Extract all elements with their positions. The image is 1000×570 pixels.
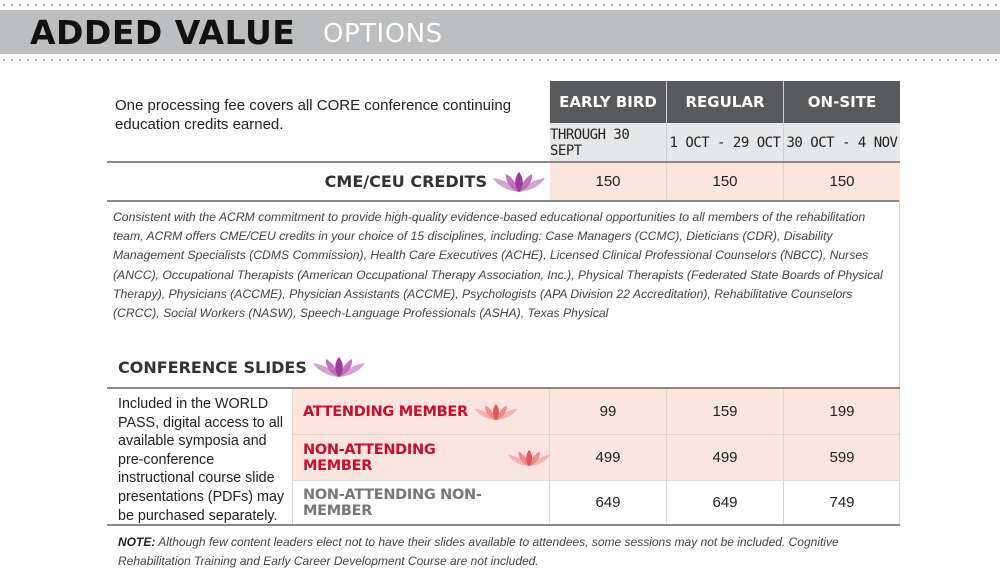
row-label-attending-member bbox=[293, 389, 550, 434]
non-attending-non-member-text: NON-ATTENDING NON-MEMBER bbox=[303, 486, 482, 519]
title-banner bbox=[0, 10, 1000, 54]
box-border bbox=[899, 389, 900, 524]
divider bbox=[783, 163, 784, 200]
cme-price-regular: 150 bbox=[667, 163, 783, 200]
intro-text: One processing fee covers all CORE conference continuing education credits earned. bbox=[115, 97, 512, 133]
cme-credits-label bbox=[300, 163, 545, 200]
non-member-early-bird: 649 bbox=[595, 494, 621, 511]
box-border bbox=[899, 200, 900, 388]
top-dotted-rule bbox=[0, 4, 1000, 6]
footnote bbox=[118, 533, 903, 570]
row-label-non-attending-non-member bbox=[293, 481, 550, 524]
divider bbox=[783, 81, 784, 162]
lotus-icon bbox=[474, 403, 518, 421]
col-dates-early-bird: THROUGH 30 SEPT bbox=[550, 123, 666, 162]
attending-member-text: ATTENDING MEMBER bbox=[303, 403, 468, 420]
non-attending-member-regular: 499 bbox=[667, 435, 783, 480]
cme-credits-text: CME/CEU CREDITS bbox=[324, 172, 487, 191]
lotus-icon bbox=[493, 171, 545, 193]
bottom-dotted-rule bbox=[0, 59, 1000, 61]
col-header-early-bird: EARLY BIRD bbox=[550, 81, 666, 123]
non-member-regular: 649 bbox=[712, 494, 738, 511]
lotus-icon bbox=[313, 356, 365, 378]
attending-member-on-site: 199 bbox=[784, 389, 900, 434]
col-header-regular: REGULAR bbox=[667, 81, 783, 123]
divider bbox=[783, 389, 784, 524]
lotus-icon bbox=[508, 449, 550, 467]
note-prefix: NOTE: bbox=[118, 535, 156, 549]
non-attending-member-early-bird: 499 bbox=[550, 435, 666, 480]
cme-price-early-bird: 150 bbox=[550, 163, 666, 200]
note-text: Although few content leaders elect not to have their slides available to attendees, some sessions may not be included. Cognitive Rehabilitation Training and Early Career Development Course are not included. bbox=[118, 535, 839, 568]
conference-slides-label bbox=[118, 355, 365, 379]
divider bbox=[549, 389, 550, 524]
cme-price-on-site: 150 bbox=[784, 163, 900, 200]
attending-member-regular: 159 bbox=[667, 389, 783, 434]
non-member-on-site: 749 bbox=[829, 494, 855, 511]
divider bbox=[666, 81, 667, 162]
row-label-non-attending-member bbox=[293, 435, 550, 480]
rule bbox=[107, 200, 900, 202]
non-attending-member-text: NON-ATTENDING MEMBER bbox=[303, 441, 436, 474]
col-header-on-site: ON-SITE bbox=[784, 81, 900, 123]
divider bbox=[666, 163, 667, 200]
page-subtitle: OPTIONS bbox=[323, 19, 443, 49]
cme-description: Consistent with the ACRM commitment to provide high-quality evidence-based educational opportunities to all members of the rehabilitation team, ACRM offers CME/CEU credits in your choice of 15 disciplines, including: Case Managers (CCMC), Dieticians (CDR), Disability Management Specialists (CDMS Commission), Health Care Executives (ACHE), Licensed Clinical Professional Counselors (NBCC), Nurses (ANCC), Occupational Therapists (American Occupational Therapy Association, Inc.), Physical Therapists (Federated State Boards of Physical Therapy), Physicians (ACCME), Physician Assistants (ACCME), Psychologists (APA Division 22 Accreditation), Rehabilitative Counselors (CRCC), Social Workers (NASW), Speech-Language Professionals (ASHA), Texas Physical bbox=[113, 210, 883, 321]
col-dates-on-site: 30 OCT - 4 NOV bbox=[784, 123, 900, 162]
col-dates-regular: 1 OCT - 29 OCT bbox=[667, 123, 783, 162]
page-title: ADDED VALUE bbox=[30, 13, 296, 52]
conference-slides-text: CONFERENCE SLIDES bbox=[118, 357, 307, 377]
slides-description: Included in the WORLD PASS, digital access to all available symposia and pre-conference instructional course slide presentations (PDFs) may be purchased separately. bbox=[118, 396, 285, 524]
divider bbox=[666, 389, 667, 524]
non-attending-member-on-site: 599 bbox=[784, 435, 900, 480]
attending-member-early-bird: 99 bbox=[550, 389, 666, 434]
rule bbox=[107, 524, 900, 526]
